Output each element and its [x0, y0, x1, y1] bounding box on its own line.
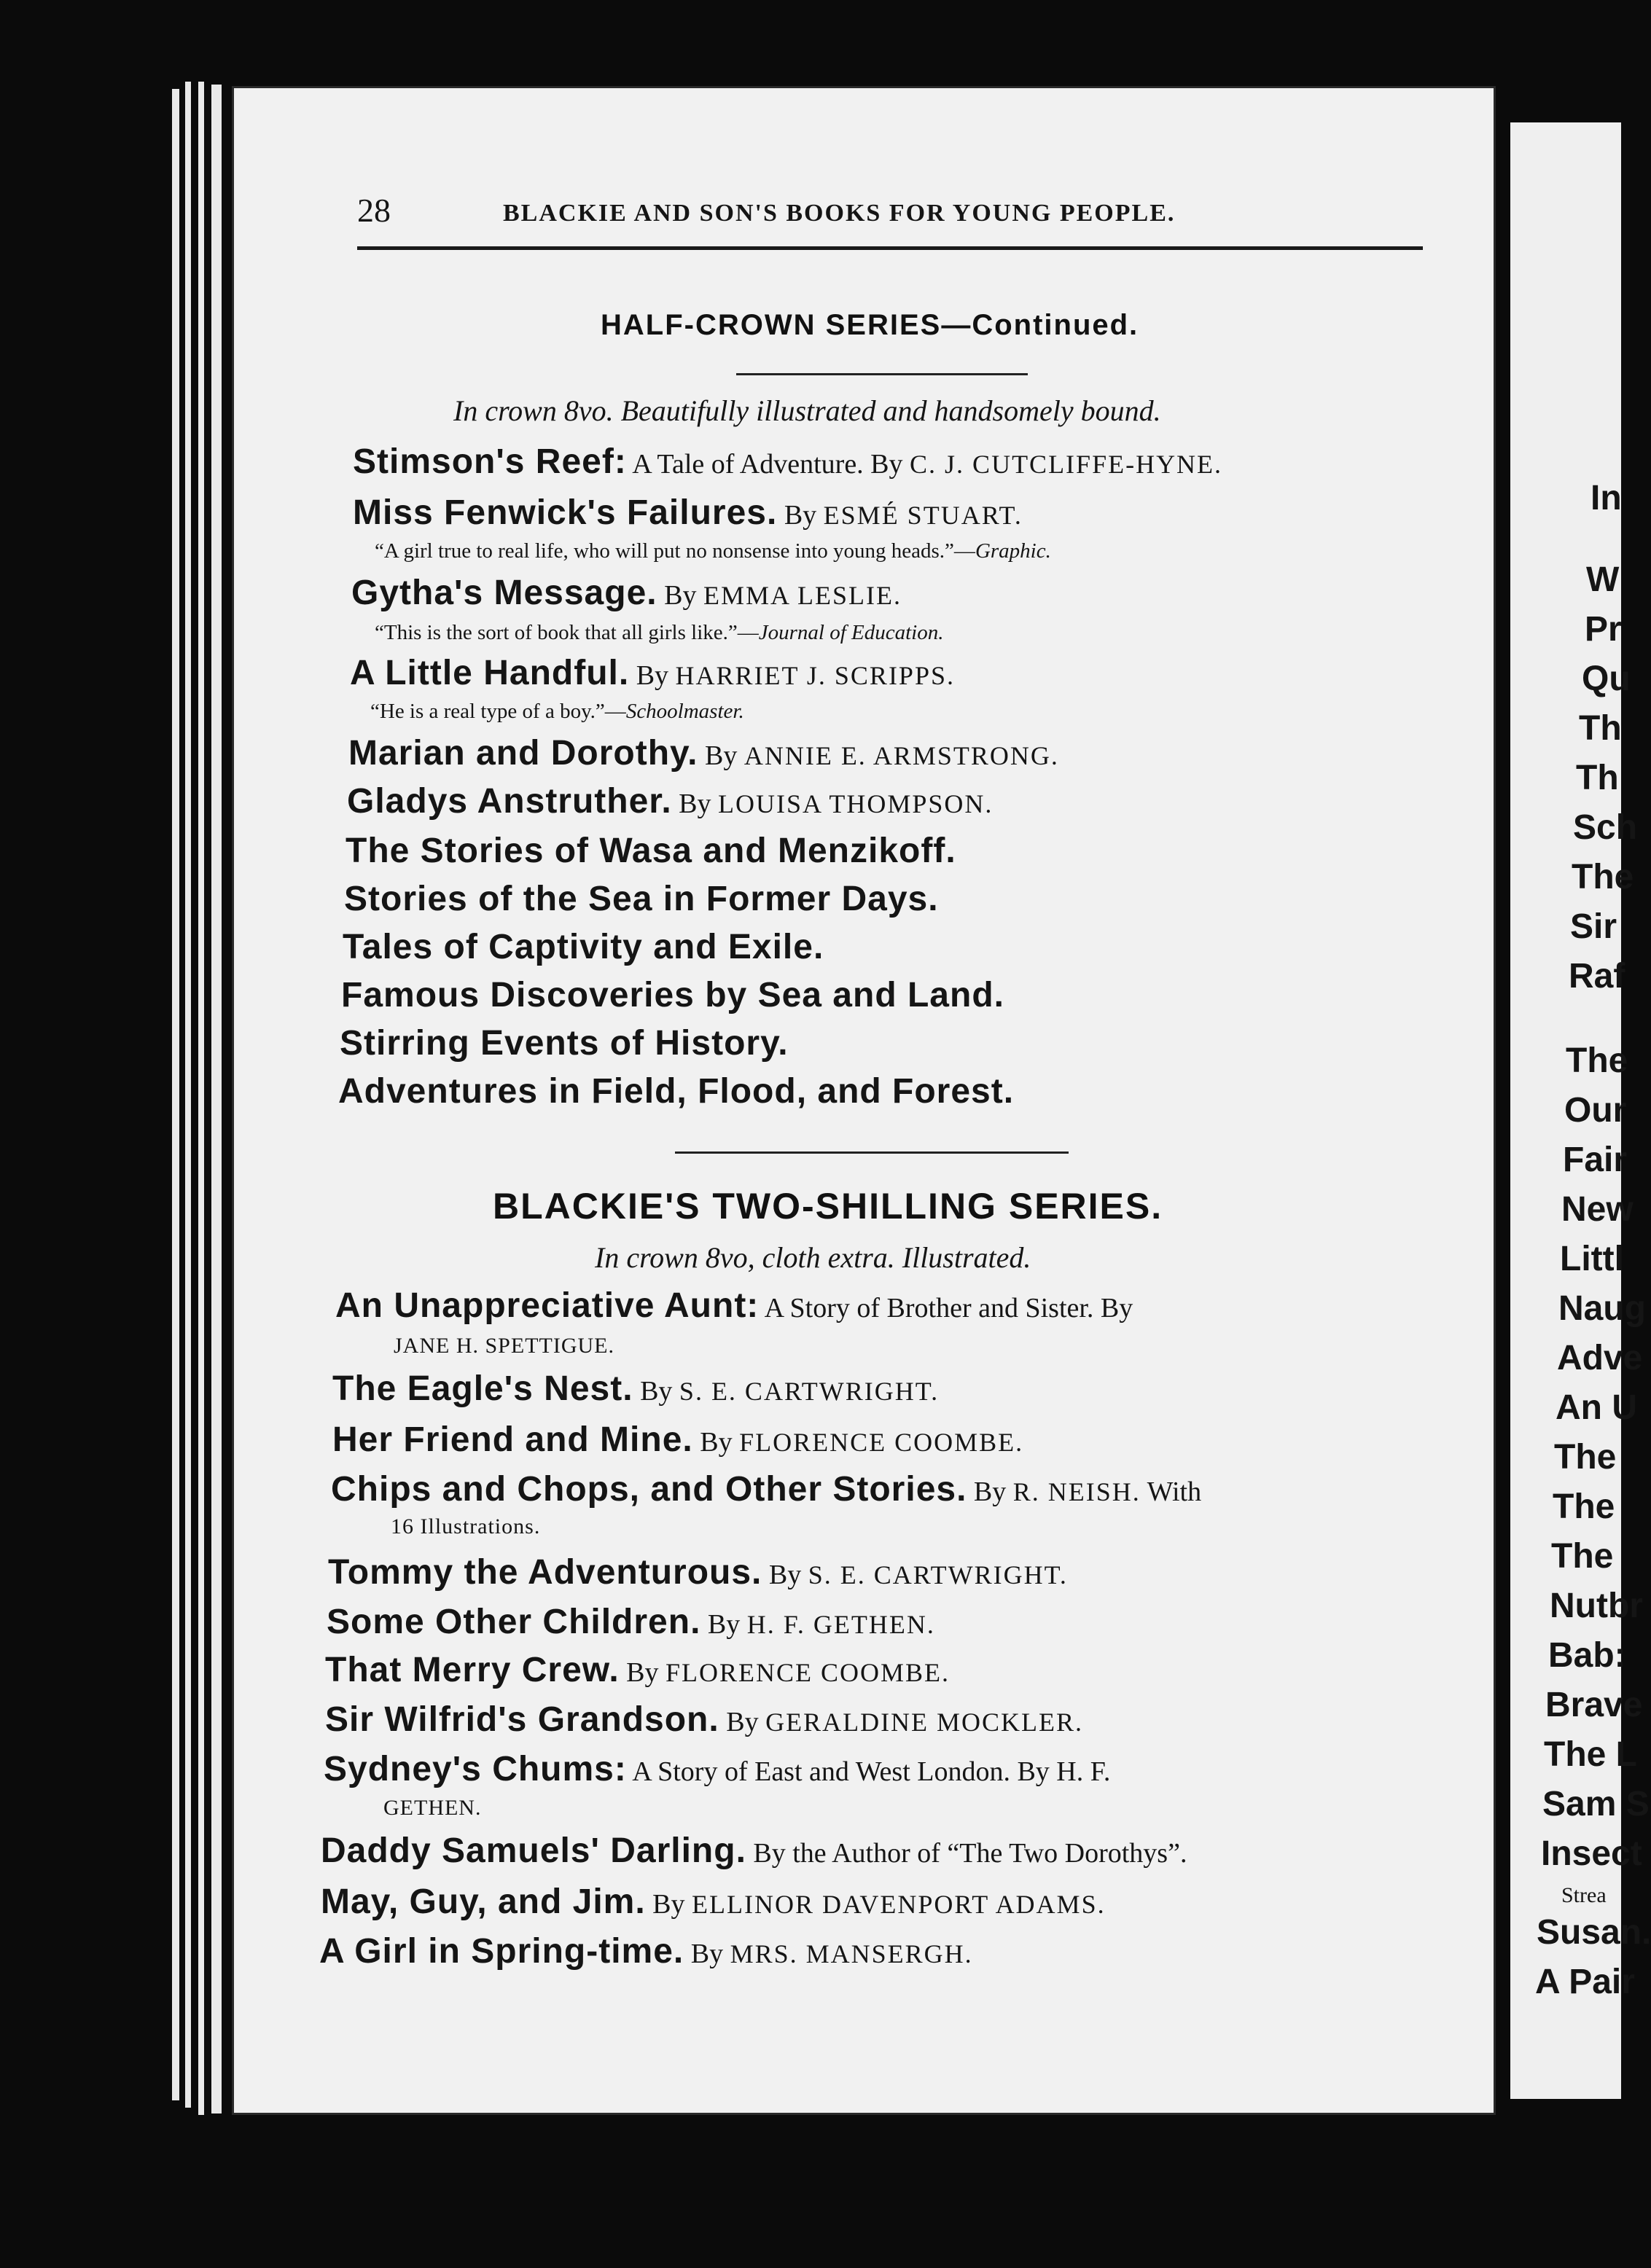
book-desc: By: [645, 1889, 692, 1920]
book-author: ANNIE E. ARMSTRONG.: [743, 741, 1059, 770]
book-desc: By: [633, 1376, 679, 1407]
fragment-text: Pr: [1585, 610, 1622, 649]
book-desc: By: [967, 1477, 1013, 1507]
book-entry: [321, 1882, 1106, 1922]
quote-source: Journal of Education.: [758, 621, 944, 644]
book-entry: [331, 1469, 1201, 1509]
book-desc: By: [684, 1939, 730, 1969]
section-divider: [736, 373, 1028, 375]
book-entry: [341, 975, 1004, 1015]
fragment-text: Sir: [1570, 907, 1617, 946]
book-edge-strip: [185, 82, 191, 2108]
book-author: FLORENCE COOMBE.: [666, 1658, 951, 1687]
fragment-text: Insect: [1541, 1834, 1642, 1873]
book-title: An Unappreciative Aunt:: [335, 1286, 760, 1325]
book-desc: By: [619, 1657, 666, 1688]
review-quote: [375, 539, 1051, 563]
book-desc: By: [692, 1427, 740, 1458]
book-title: Stories of the Sea in Former Days.: [344, 880, 939, 918]
entry-continuation: JANE H. SPETTIGUE.: [394, 1334, 614, 1358]
book-entry: [338, 1071, 1014, 1111]
book-title: Miss Fenwick's Failures.: [353, 493, 778, 532]
book-title: A Girl in Spring-time.: [319, 1932, 684, 1971]
book-title: Sydney's Chums:: [324, 1750, 627, 1788]
book-entry: [327, 1602, 935, 1642]
fragment-text: Littl: [1560, 1240, 1624, 1278]
fragment-text: Brave: [1545, 1686, 1643, 1724]
fragment-text: The: [1553, 1487, 1615, 1526]
section-subtitle: In crown 8vo, cloth extra. Illustrated.: [595, 1241, 1031, 1274]
book-desc: A Story of Brother and Sister. By: [759, 1293, 1133, 1323]
book-title: That Merry Crew.: [325, 1651, 620, 1689]
fragment-text: The: [1566, 1041, 1628, 1080]
book-title: Gladys Anstruther.: [347, 782, 672, 821]
book-desc: By: [719, 1707, 766, 1737]
book-entry: [351, 573, 902, 613]
fragment-text: Th: [1576, 759, 1619, 797]
fragment-text: Adve: [1557, 1339, 1643, 1377]
quote-source: Schoolmaster.: [625, 700, 744, 723]
fragment-text: Strea: [1561, 1883, 1607, 1907]
book-entry: [344, 879, 939, 919]
fragment-text: The: [1572, 858, 1634, 896]
book-title: Tommy the Adventurous.: [328, 1553, 762, 1592]
fragment-text: Sch: [1573, 808, 1638, 847]
fragment-text: Bab:: [1548, 1636, 1626, 1675]
book-title: Her Friend and Mine.: [332, 1420, 693, 1459]
quote-text: “This is the sort of book that all girls like.”—: [375, 621, 759, 644]
review-quote: [370, 700, 744, 724]
fragment-text: The: [1551, 1537, 1614, 1576]
fragment-text: Qu: [1582, 660, 1631, 698]
book-entry: [325, 1700, 1083, 1740]
quote-text: “He is a real type of a boy.”—: [370, 700, 626, 723]
book-title: Chips and Chops, and Other Stories.: [331, 1470, 967, 1509]
quote-source: Graphic.: [975, 539, 1051, 563]
section-subtitle: In crown 8vo. Beautifully illustrated and handsomely bound.: [453, 394, 1161, 427]
book-title: The Stories of Wasa and Menzikoff.: [346, 832, 956, 870]
header-rule: [357, 246, 1423, 250]
book-title: Tales of Captivity and Exile.: [343, 928, 824, 966]
book-edge-strip: [172, 89, 179, 2100]
book-author: ESMÉ STUART.: [823, 501, 1023, 530]
section-title-half-crown: HALF-CROWN SERIES—Continued.: [601, 309, 1139, 341]
book-title: Some Other Children.: [327, 1603, 701, 1641]
fragment-text: An U: [1556, 1388, 1637, 1427]
book-desc: By the Author of “The Two Dorothys”.: [746, 1838, 1187, 1869]
book-author: MRS. MANSERGH.: [730, 1939, 973, 1968]
book-desc: By: [777, 500, 824, 531]
book-author: FLORENCE COOMBE.: [739, 1428, 1024, 1457]
book-entry: [319, 1931, 973, 1971]
section-divider: [675, 1151, 1069, 1154]
book-desc: By: [700, 1609, 747, 1640]
fragment-text: A Pair: [1535, 1963, 1635, 2001]
fragment-text: Nutbr: [1550, 1587, 1643, 1625]
section-title-two-shilling: BLACKIE'S TWO-SHILLING SERIES.: [493, 1186, 1163, 1227]
book-entry: [328, 1552, 1068, 1592]
fragment-text: Our: [1564, 1091, 1627, 1130]
book-edge-strip: [198, 82, 204, 2115]
book-entry: [332, 1420, 1023, 1460]
page-header: [357, 191, 1429, 242]
book-author: C. J. CUTCLIFFE-HYNE.: [910, 450, 1223, 479]
fragment-text: The: [1554, 1438, 1617, 1477]
entry-continuation: 16 Illustrations.: [391, 1514, 541, 1538]
fragment-text: Fair: [1563, 1141, 1628, 1179]
page-number: 28: [357, 192, 391, 229]
book-title: Stirring Events of History.: [340, 1024, 789, 1063]
book-entry: [347, 781, 993, 821]
book-entry: [350, 653, 955, 693]
book-entry: [353, 442, 1222, 482]
fragment-text: Th: [1579, 709, 1622, 748]
book-author: R. NEISH.: [1012, 1477, 1141, 1506]
book-title: Adventures in Field, Flood, and Forest.: [338, 1072, 1015, 1111]
book-desc: By: [671, 789, 719, 819]
quote-text: “A girl true to real life, who will put no nonsense into young heads.”—: [375, 539, 975, 563]
book-entry: [343, 927, 824, 967]
book-entry: [335, 1286, 1133, 1326]
book-entry: [325, 1650, 950, 1690]
fragment-text: In: [1590, 479, 1622, 517]
fragment-text: Sam S: [1542, 1785, 1650, 1823]
fragment-text: The L: [1544, 1735, 1637, 1774]
book-title: Famous Discoveries by Sea and Land.: [341, 976, 1004, 1014]
book-entry: [348, 733, 1059, 773]
book-entry: [332, 1369, 939, 1409]
book-desc: By: [698, 740, 744, 771]
book-entry: [346, 831, 956, 871]
book-desc: By: [629, 660, 676, 691]
fragment-text: Susan.: [1537, 1913, 1651, 1952]
book-author: LOUISA THOMPSON.: [718, 789, 994, 818]
fragment-text: New: [1561, 1190, 1634, 1229]
facing-page-fragment: [1510, 122, 1651, 2099]
book-entry: [321, 1831, 1187, 1871]
book-entry: [324, 1749, 1110, 1789]
book-title: Gytha's Message.: [351, 574, 657, 612]
book-author: ELLINOR DAVENPORT ADAMS.: [692, 1890, 1106, 1919]
entry-continuation: GETHEN.: [383, 1796, 482, 1820]
book-author: EMMA LESLIE.: [703, 581, 902, 610]
book-desc: A Tale of Adventure. By: [626, 449, 910, 480]
book-title: May, Guy, and Jim.: [321, 1882, 646, 1921]
book-desc: With: [1140, 1477, 1202, 1507]
fragment-text: W: [1586, 560, 1620, 599]
book-author: S. E. CARTWRIGHT.: [808, 1560, 1068, 1589]
review-quote: [375, 621, 943, 645]
book-title: Daddy Samuels' Darling.: [321, 1831, 746, 1870]
book-title: Stimson's Reef:: [353, 442, 627, 481]
book-author: GERALDINE MOCKLER.: [765, 1708, 1084, 1737]
book-title: Sir Wilfrid's Grandson.: [325, 1700, 719, 1739]
book-author: S. E. CARTWRIGHT.: [679, 1377, 940, 1406]
fragment-text: Naug: [1558, 1289, 1646, 1328]
book-author: H. F. GETHEN.: [746, 1610, 935, 1639]
book-entry: [340, 1023, 789, 1063]
book-title: A Little Handful.: [350, 654, 630, 692]
book-desc: A Story of East and West London. By H. F.: [626, 1756, 1111, 1787]
book-edge-strip: [211, 85, 222, 2113]
book-title: Marian and Dorothy.: [348, 734, 698, 773]
book-desc: By: [762, 1560, 808, 1590]
book-desc: By: [657, 580, 703, 611]
running-title: BLACKIE AND SON'S BOOKS FOR YOUNG PEOPLE.: [503, 200, 1176, 227]
book-title: The Eagle's Nest.: [332, 1369, 633, 1408]
book-author: HARRIET J. SCRIPPS.: [675, 661, 955, 690]
book-entry: [353, 493, 1023, 533]
fragment-text: Raf: [1569, 957, 1625, 996]
